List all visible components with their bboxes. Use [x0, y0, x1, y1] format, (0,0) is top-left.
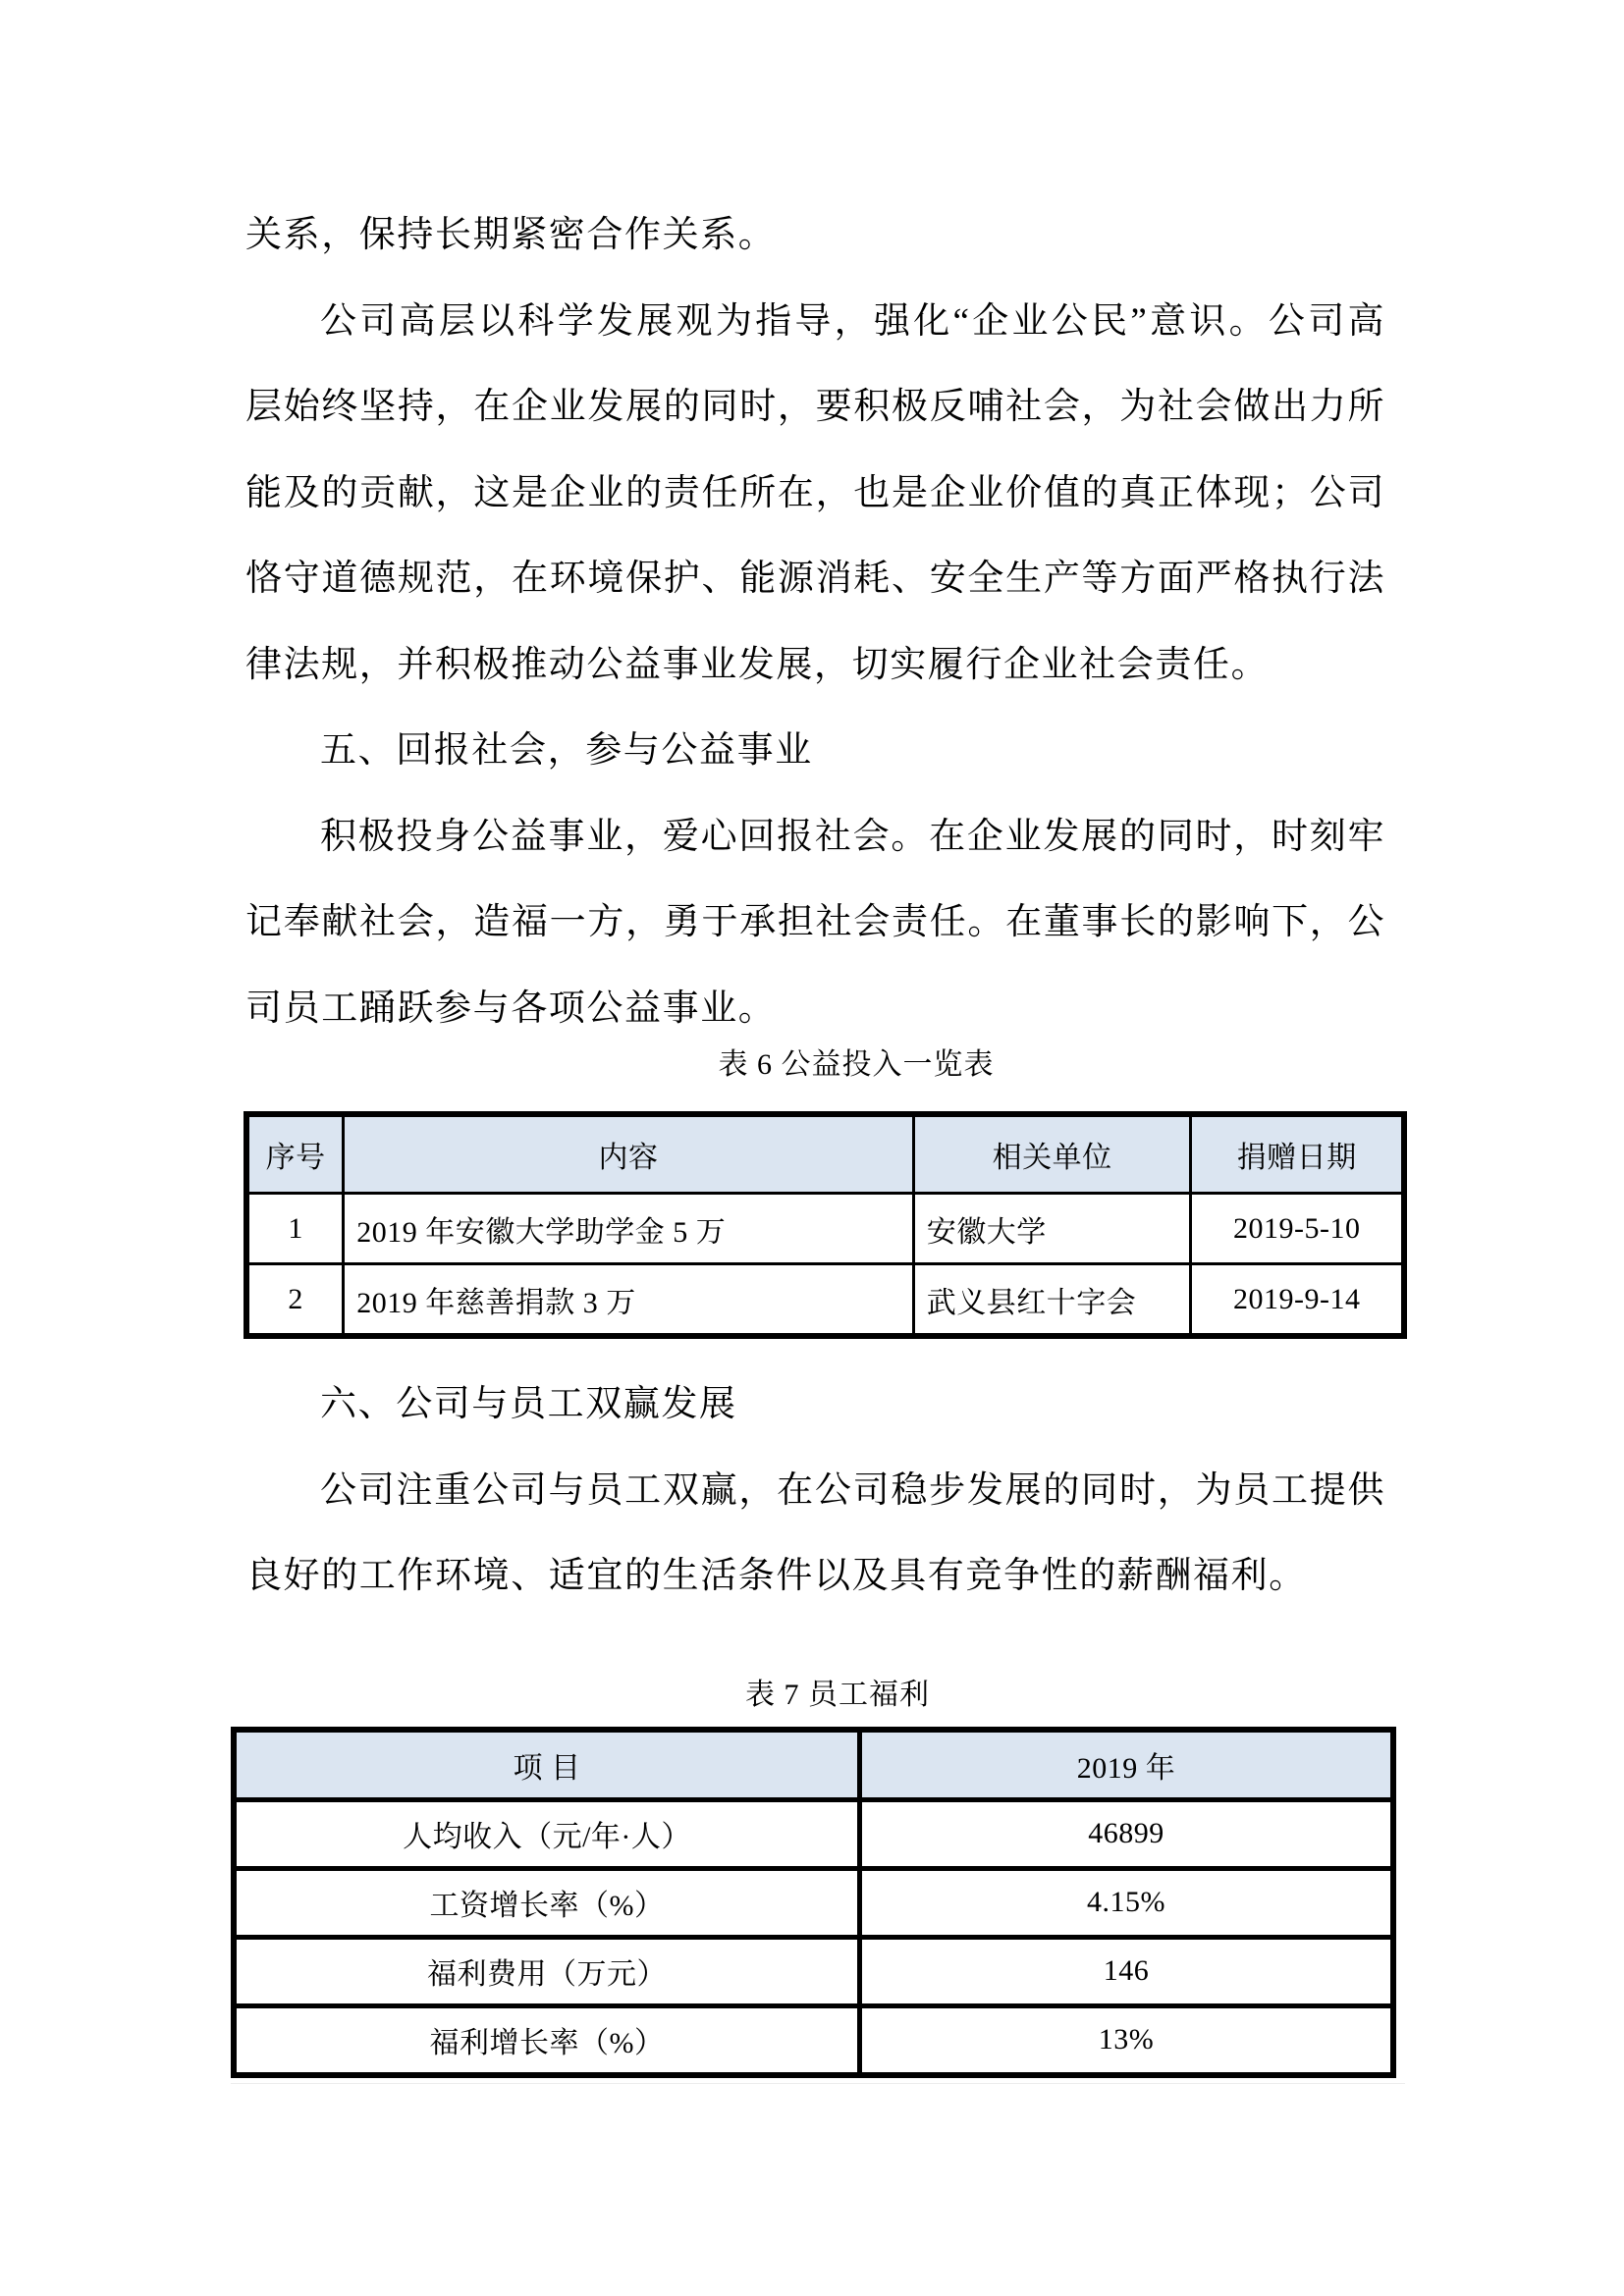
table-cell: 2019 年安徽大学助学金 5 万 — [344, 1194, 913, 1264]
section-heading: 五、回报社会，参与公益事业 — [320, 730, 813, 771]
table-row — [234, 2005, 1393, 2075]
column-header: 序号 — [246, 1114, 344, 1194]
column-header: 2019 年 — [860, 1730, 1394, 1800]
column-header: 项 目 — [234, 1730, 860, 1800]
table-cell: 46899 — [860, 1799, 1394, 1868]
table-cell: 工资增长率（%） — [234, 1868, 860, 1937]
text-line: 积极投身公益事业，爱心回报社会。在企业发展的同时，时刻牢 — [320, 816, 1384, 857]
text-line: 能及的贡献，这是企业的责任所在，也是企业价值的真正体现；公司 — [245, 472, 1384, 513]
header-row — [234, 1730, 1393, 1800]
table-cell: 146 — [860, 1937, 1394, 2005]
table-cell: 13% — [860, 2005, 1394, 2075]
column-header: 相关单位 — [913, 1114, 1191, 1194]
faint-grid-line — [231, 2083, 1405, 2084]
table-cell: 2019 年慈善捐款 3 万 — [344, 1264, 913, 1337]
section-heading: 六、公司与员工双赢发展 — [320, 1384, 737, 1424]
text-line: 司员工踊跃参与各项公益事业。 — [245, 988, 777, 1029]
text-line: 恪守道德规范，在环境保护、能源消耗、安全生产等方面严格执行法 — [245, 559, 1384, 599]
table-cell: 2 — [246, 1264, 344, 1337]
text-line: 关系，保持长期紧密合作关系。 — [245, 215, 777, 255]
paragraph-block-2 — [245, 1362, 1384, 1620]
text-line: 记奉献社会，造福一方，勇于承担社会责任。在董事长的影响下，公 — [245, 902, 1384, 942]
table-cell: 4.15% — [860, 1868, 1394, 1937]
table-cell: 武义县红十字会 — [913, 1264, 1191, 1337]
column-header: 捐赠日期 — [1191, 1114, 1404, 1194]
employee-welfare-table — [231, 1727, 1396, 2078]
table-row — [246, 1194, 1404, 1264]
table-row — [234, 1937, 1393, 2005]
text-line: 良好的工作环境、适宜的生活条件以及具有竞争性的薪酬福利。 — [245, 1556, 1307, 1596]
header-row — [246, 1114, 1404, 1194]
table-cell: 福利增长率（%） — [234, 2005, 860, 2075]
text-line: 律法规，并积极推动公益事业发展，切实履行企业社会责任。 — [245, 644, 1270, 685]
table-cell: 福利费用（万元） — [234, 1937, 860, 2005]
table-row — [234, 1868, 1393, 1937]
paragraph-block-1 — [245, 192, 1384, 1051]
text-line: 公司高层以科学发展观为指导，强化“企业公民”意识。公司高 — [320, 300, 1384, 342]
table-cell: 安徽大学 — [913, 1194, 1191, 1264]
table-cell: 2019-5-10 — [1191, 1194, 1404, 1264]
table-cell: 1 — [246, 1194, 344, 1264]
table-cell: 人均收入（元/年·人） — [234, 1799, 860, 1868]
public-welfare-table — [244, 1111, 1407, 1339]
text-line: 层始终坚持，在企业发展的同时，要积极反哺社会，为社会做出力所 — [245, 387, 1384, 427]
text-line: 公司注重公司与员工双赢，在公司稳步发展的同时，为员工提供 — [320, 1469, 1384, 1511]
table-row — [234, 1799, 1393, 1868]
table7-caption: 表 7 员工福利 — [745, 1678, 930, 1711]
table6-caption: 表 6 公益投入一览表 — [718, 1048, 995, 1081]
table-row — [246, 1264, 1404, 1337]
column-header: 内容 — [344, 1114, 913, 1194]
table-cell: 2019-9-14 — [1191, 1264, 1404, 1337]
